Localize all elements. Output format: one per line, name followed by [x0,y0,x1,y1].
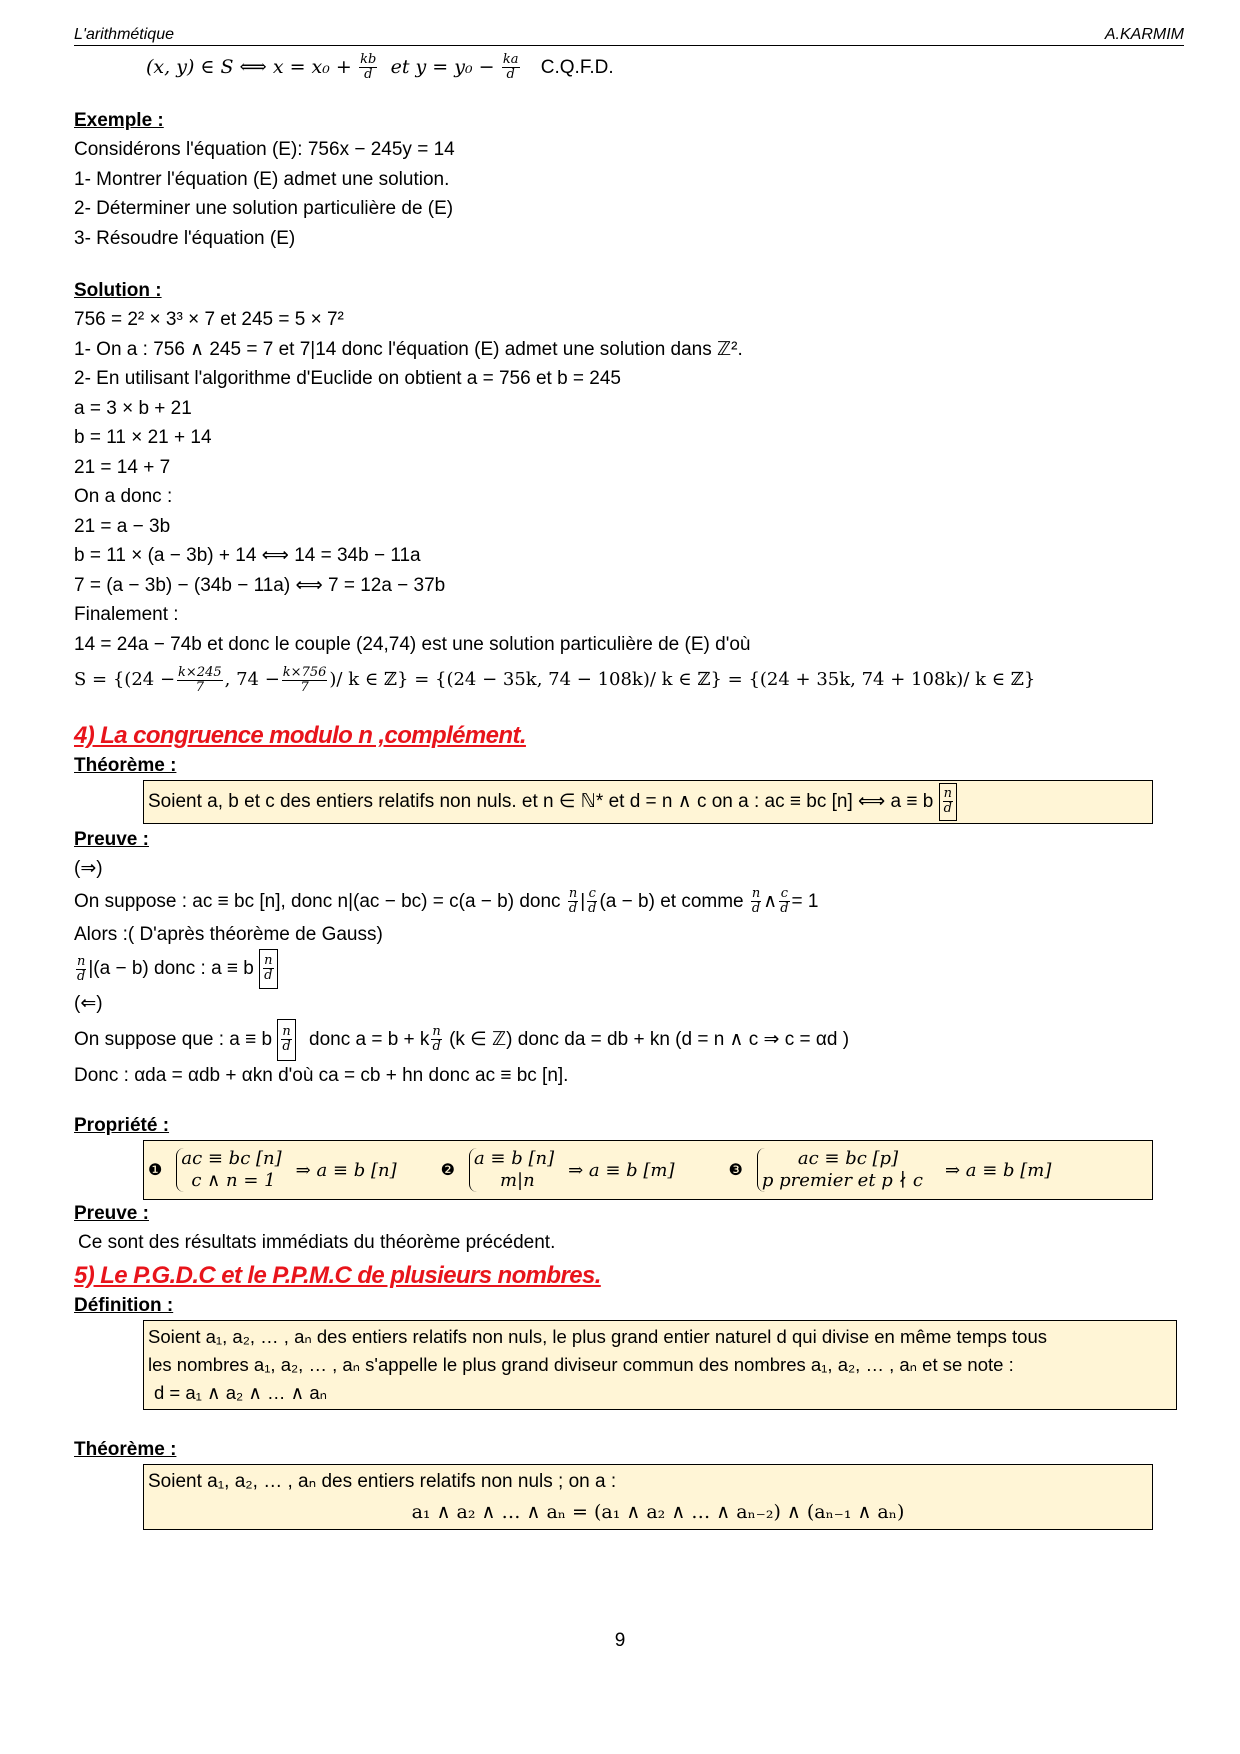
text-line: 21 = a − 3b [74,515,171,537]
preuve-heading: Preuve : [74,829,149,850]
fraction: $\frac{kb}{d}$ [360,52,377,83]
text-line: 21 = 14 + 7 [74,456,171,478]
top-formula: (x, y) ∈ S ⟺ x = x₀ + $\frac{kb}{d}$ et y = y₀ − $\frac{ka}{d}$ C.Q.F.D. [146,52,614,83]
text-line: 756 = 2² × 3³ × 7 et 245 = 5 × 7² [74,309,344,330]
running-header [74,26,1184,46]
proof-line: Alors :( D'après théorème de Gauss) [74,923,383,945]
text-line: 2- En utilisant l'algorithme d'Euclide on obtient a = 756 et b = 245 [74,368,622,389]
item-number: ❶ [148,1162,163,1179]
theoreme-heading: Théorème : [74,1438,177,1460]
text-line: 3- Résoudre l'équation (E) [74,227,296,249]
text-line: Finalement : [74,604,179,625]
proof-line: Ce sont des résultats immédiats du théorème précédent. [78,1232,556,1253]
solution-heading: Solution : [74,280,162,301]
fraction: $\frac{n}{d}$ [751,885,761,916]
text-line: 1- Montrer l'équation (E) admet une solution. [74,168,450,190]
proof-line: On suppose : ac ≡ bc [n], donc n|(ac − bc) = c(a − b) donc $\frac{n}{d}$ | $\frac{c}{d}$ (a − b) et comme $\frac{n}{d}$ ∧ $\frac{c}{d}$ = 1 [74,885,819,916]
page [74,26,1184,1530]
text-line: Considérons l'équation (E): 756x − 245y = 14 [74,139,455,160]
text-line: b = 11 × 21 + 14 [74,427,212,448]
definition-heading: Définition : [74,1294,174,1316]
system: ac ≡ bc [n] c ∧ n = 1 [176,1148,281,1192]
proof-line: Donc : αda = αdb + αkn d'où ca = cb + hn donc ac ≡ bc [n]. [74,1064,569,1086]
text-line: 1- On a : 756 ∧ 245 = 7 et 7|14 donc l'équation (E) admet une solution dans ℤ². [74,338,743,360]
text-line: a = 3 × b + 21 [74,397,192,419]
item-number: ❷ [440,1162,455,1179]
fraction: $\frac{k\times 245}{7}$ [178,664,222,695]
theoreme-heading: Théorème : [74,755,177,776]
section-4-title: 4) La congruence modulo n ,complément. [74,722,526,749]
fraction: $\frac{k\times 756}{7}$ [282,664,327,695]
exemple-lines [74,135,1184,253]
item-number: ❸ [728,1162,743,1179]
proof-line: (⇒) [74,858,103,879]
text-line: 14 = 24a − 74b et donc le couple (24,74) est une solution particulière de (E) d'où [74,633,751,655]
solution-lines [74,305,1184,700]
text-line: b = 11 × (a − 3b) + 14 ⟺ 14 = 34b − 11a [74,545,421,566]
text-line: 2- Déterminer une solution particulière de (E) [74,198,454,219]
definition-box: Soient a₁, a₂, … , aₙ des entiers relatifs non nuls, le plus grand entier naturel d qui divise en même temps tous les nombres a₁, a₂, … , aₙ s'appelle le plus grand diviseur commun des nombres a₁, a₂, … , aₙ et se note : d = a₁ ∧ a₂ ∧ … ∧ aₙ [143,1320,1177,1410]
bracket [277,1019,295,1061]
proof-line: $\frac{n}{d}$ |(a − b) donc : a ≡ b $\frac{n}{d}$ [74,949,1184,989]
system: ac ≡ bc [p] p premier et p ∤ c [757,1148,923,1192]
solution-set-formula: S = {(24 − $\frac{k\times 245}{7}$ , 74 − $\frac{k\times 756}{7}$ )/ k ∈ ℤ} = {(24 − 35k, 74 − 108k)/ k ∈ ℤ} = {(24 + 35k, 74 + 108k)/ k ∈ ℤ} [74,664,1036,695]
proof-line: On suppose que : a ≡ b $\frac{n}{d}$ donc a = b + k $\frac{n}{d}$ (k ∈ ℤ) donc da = db + kn (d = n ∧ c ⇒ c = αd ) [74,1019,1184,1061]
text-line: 7 = (a − 3b) − (34b − 11a) ⟺ 7 = 12a − 37b [74,574,446,596]
fraction: $\frac{n}{d}$ [77,953,86,984]
fraction: $\frac{n}{d}$ [264,953,273,984]
fraction: $\frac{n}{d}$ [282,1023,291,1054]
header-right: A.KARMIM [1104,26,1184,43]
proof-line: (⇐) [74,993,103,1014]
theoreme-box: Soient a₁, a₂, … , aₙ des entiers relatifs non nuls ; on a : a₁ ∧ a₂ ∧ … ∧ aₙ = (a₁ ∧ a₂ ∧ … ∧ aₙ₋₂) ∧ (aₙ₋₁ ∧ aₙ) [143,1464,1153,1530]
fraction: $\frac{c}{d}$ [780,885,789,916]
bracket [259,949,277,989]
propriete-box: ❶ ac ≡ bc [n] c ∧ n = 1 ⇒ a ≡ b [n] ❷ a ≡ b [n] m|n ⇒ a ≡ b [m] ❸ ac ≡ bc [p] p premier et p ∤ c ⇒ a ≡ b [m] [143,1140,1153,1200]
header-left: L'arithmétique [74,26,174,43]
bracket [939,783,957,821]
text-line: On a donc : [74,486,173,507]
system: a ≡ b [n] m|n [469,1148,554,1192]
fraction: $\frac{n}{d}$ [568,885,578,916]
propriete-heading: Propriété : [74,1115,170,1136]
theoreme-box: Soient a, b et c des entiers relatifs non nuls. et n ∈ ℕ* et d = n ∧ c on a : ac ≡ bc [n] ⟺ a ≡ b $\frac{n}{d}$ [143,780,1153,824]
exemple-heading: Exemple : [74,110,164,131]
fraction: $\frac{n}{d}$ [432,1024,441,1054]
preuve-heading: Preuve : [74,1203,149,1224]
fraction: $\frac{ka}{d}$ [502,52,519,83]
page-number: 9 [614,1630,626,1651]
section-5-title: 5) Le P.G.D.C et le P.P.M.C de plusieurs nombres. [74,1261,601,1289]
fraction: $\frac{n}{d}$ [943,786,952,817]
fraction: $\frac{c}{d}$ [588,885,597,916]
